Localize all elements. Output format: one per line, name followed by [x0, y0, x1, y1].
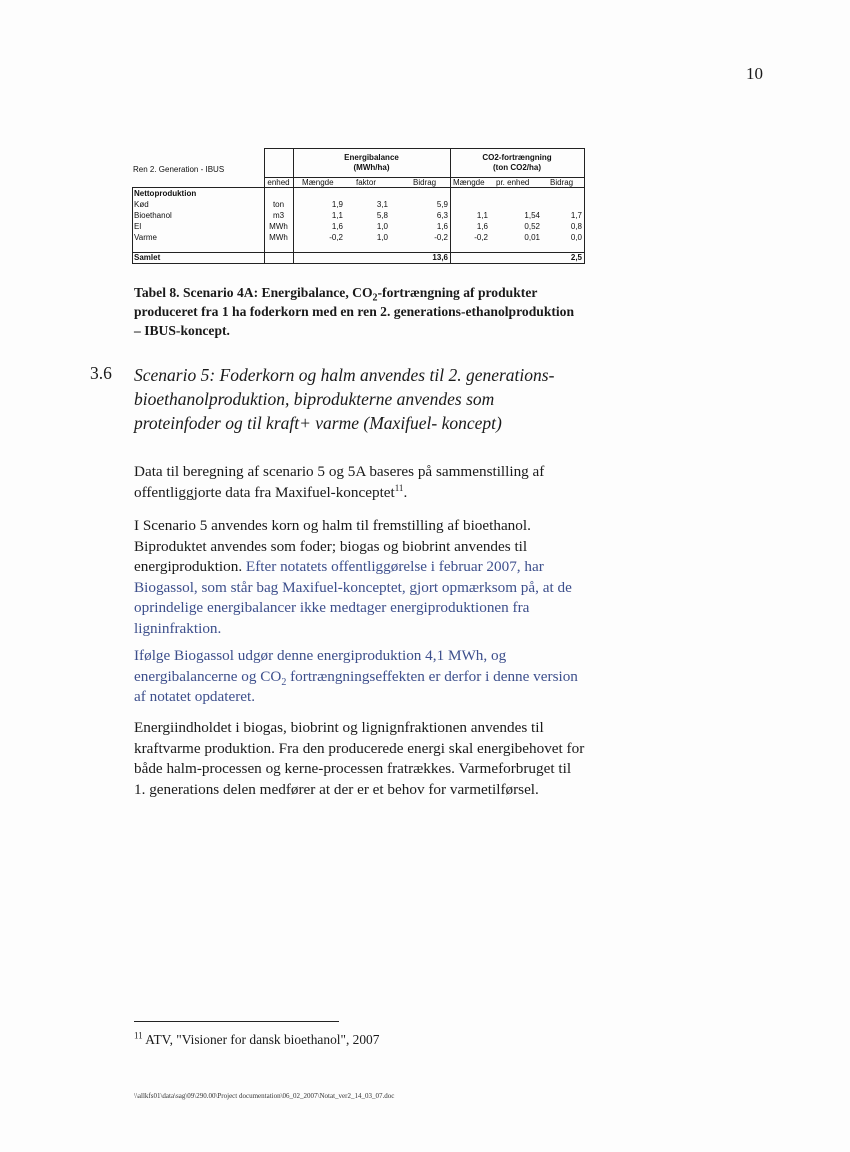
- row-unit: m3: [272, 211, 285, 220]
- row-co2-pr-enhed: 0,01: [524, 233, 540, 242]
- row-bidrag: 5,9: [436, 200, 448, 209]
- row-bidrag: 1,6: [436, 222, 448, 231]
- row-maengde: -0,2: [329, 233, 343, 242]
- paragraph-biogassol-update: Ifølge Biogassol udgør denne energiproduktion 4,1 MWh, og energibalancerne og $CO_2$ fortrængningseffekten er derfor i denne version af notatet opdateret.: [134, 647, 578, 705]
- row-co2-bidrag: 0,8: [570, 222, 582, 231]
- table-title: Ren 2. Generation - IBUS: [133, 165, 225, 174]
- row-unit: ton: [272, 200, 285, 209]
- row-unit: MWh: [269, 222, 288, 231]
- file-path: \\allkfs01\data\sag\09\290.00\Project documentation\06_02_2007\Notat_ver2_14_03_07.doc: [134, 1092, 395, 1100]
- row-bidrag: 6,3: [436, 211, 448, 220]
- footnote-ref: 11: [394, 482, 404, 493]
- table-border-left: [132, 187, 133, 264]
- energy-group-header: Energibalance: [344, 153, 399, 162]
- row-name: El: [134, 222, 142, 231]
- table-border-bottom: [132, 263, 585, 264]
- row-maengde: 1,6: [331, 222, 343, 231]
- col-header-maengde: Mængde: [302, 178, 334, 187]
- col-header-co2-pr-enhed: pr. enhed: [496, 178, 530, 187]
- table-total-rule: [132, 252, 585, 253]
- row-maengde: 1,9: [331, 200, 343, 209]
- row-maengde: 1,1: [331, 211, 343, 220]
- co2-group-unit: (ton CO2/ha): [493, 163, 541, 172]
- paragraph-scenario-5: I Scenario 5 anvendes korn og halm til fremstilling af bioethanol. Biproduktet anvendes som foder; biogas og biobrint anvendes til energiproduktion. Efter notatets offentliggørelse i februar 2007, har Biogassol, som står bag Maxifuel-konceptet, gjort opmærksom på, at de oprindelige energibalancer ikke medtager energiproduktionen fra ligninfraktion.: [134, 517, 572, 637]
- table-caption: Tabel 8. Scenario 4A: Energibalance, $CO_2$-fortrængning af produkter produceret fra 1 ha foderkorn med en ren 2. generations-ethanolproduktion – IBUS-koncept.: [134, 285, 575, 338]
- section-number: 3.6: [90, 363, 112, 383]
- paragraph-energy-content: Energiindholdet i biogas, biobrint og lignignfraktionen anvendes til kraftvarme produktion. Fra den producerede energi skal energibehovet for både halm-processen og kerne-processen fratrækkes. Varmeforbruget til 1. generations delen medfører at der er et behov for varmetilførsel.: [134, 719, 585, 798]
- row-name: Kød: [134, 200, 149, 209]
- col-header-bidrag: Bidrag: [413, 178, 437, 187]
- row-bidrag: -0,2: [434, 233, 448, 242]
- row-co2-pr-enhed: 0,52: [524, 222, 540, 231]
- table-border-right: [584, 148, 585, 264]
- total-energy: 13,6: [432, 253, 448, 262]
- section-title: Scenario 5: Foderkorn og halm anvendes til 2. generations-bioethanolproduktion, biprodukterne anvendes som proteinfoder og til kraft+ varme (Maxifuel- koncept): [134, 365, 555, 433]
- row-co2-pr-enhed: 1,54: [524, 211, 540, 220]
- energy-group-unit: (MWh/ha): [353, 163, 390, 172]
- row-co2-bidrag: 1,7: [570, 211, 582, 220]
- row-co2-bidrag: 0,0: [570, 233, 582, 242]
- row-name: Varme: [134, 233, 157, 242]
- row-name: Bioethanol: [134, 211, 172, 220]
- col-header-faktor: faktor: [356, 178, 377, 187]
- row-faktor: 5,8: [376, 211, 388, 220]
- total-label: Samlet: [134, 253, 161, 262]
- section-header-nettoproduktion: Nettoproduktion: [134, 189, 197, 198]
- paragraph-data-basis: Data til beregning af scenario 5 og 5A baseres på sammenstilling af offentliggjorte data fra Maxifuel-konceptet$^{11}$.: [134, 463, 545, 501]
- row-unit: MWh: [269, 233, 288, 242]
- total-co2: 2,5: [570, 253, 582, 262]
- row-faktor: 1,0: [376, 233, 388, 242]
- col-header-co2-bidrag: Bidrag: [550, 178, 574, 187]
- energy-balance-table: [132, 148, 585, 264]
- row-co2-maengde: 1,1: [476, 211, 488, 220]
- footnote: $^{11}$ ATV, "Visioner for dansk bioethanol", 2007: [134, 1030, 380, 1047]
- page-number: 10: [746, 64, 763, 83]
- row-faktor: 1,0: [376, 222, 388, 231]
- row-co2-maengde: 1,6: [476, 222, 488, 231]
- table-border-top: [264, 148, 585, 149]
- row-co2-maengde: -0,2: [474, 233, 488, 242]
- col-header-unit: enhed: [267, 178, 290, 187]
- footnote-separator: [134, 1021, 339, 1022]
- col-header-co2-maengde: Mængde: [453, 178, 485, 187]
- row-faktor: 3,1: [376, 200, 388, 209]
- co2-group-header: CO2-fortrængning: [482, 153, 552, 162]
- revision-note: Efter notatets offentliggørelse i februar 2007, har Biogassol, som står bag Maxifuel-konceptet, gjort opmærksom på, at de oprindelige energibalancer ikke medtager energiproduktionen fra ligninfraktion.: [134, 558, 572, 637]
